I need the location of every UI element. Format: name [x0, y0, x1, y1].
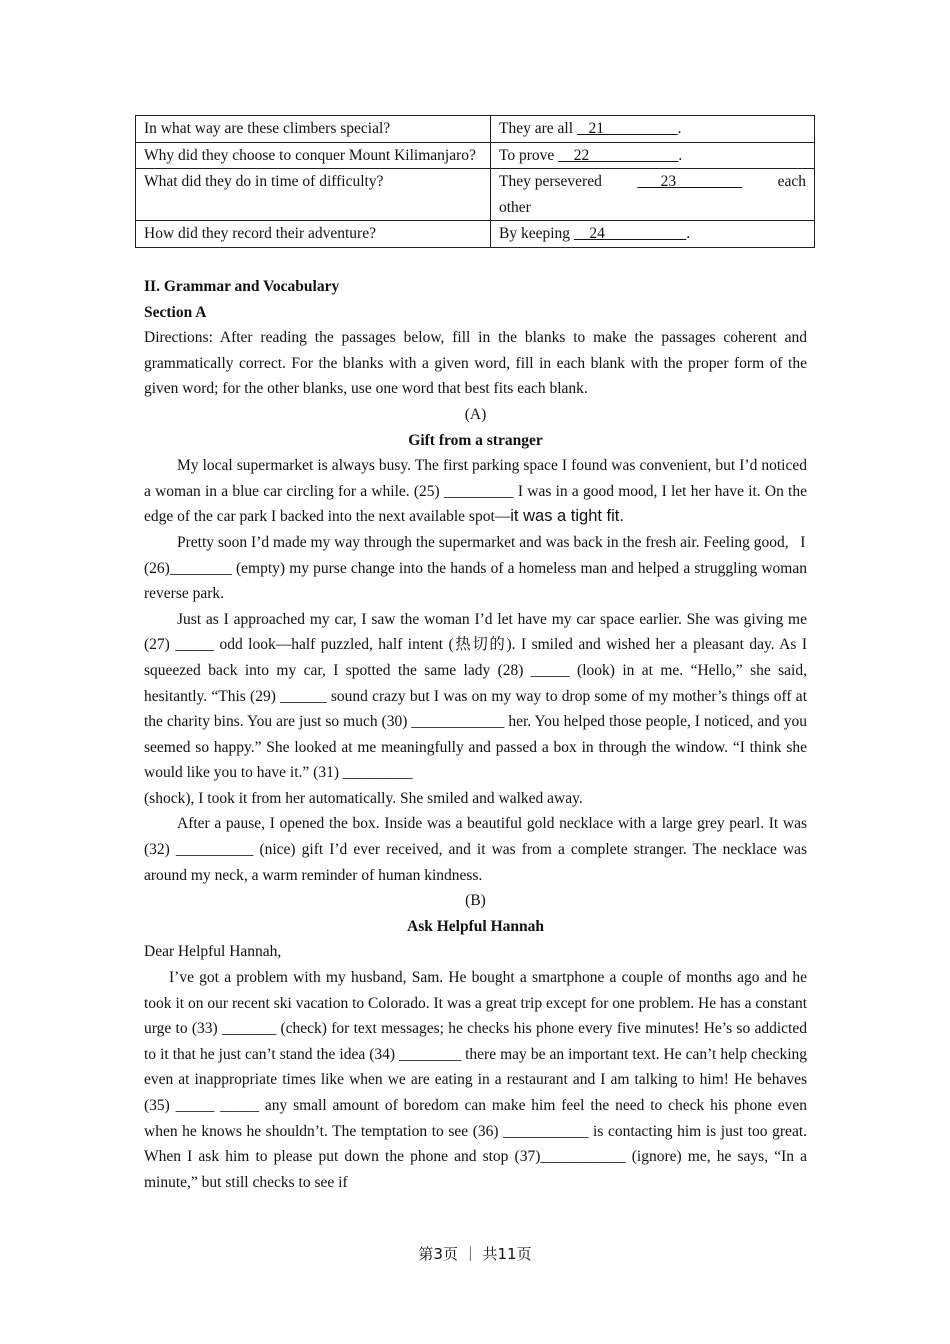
table-row	[136, 142, 815, 169]
passage-a-title: Gift from a stranger	[408, 431, 543, 449]
passage-a-label: (A)	[464, 405, 487, 423]
page-footer: 第3页 ｜ 共11页	[418, 1245, 532, 1263]
table-row	[136, 169, 815, 221]
answer-blank-21[interactable]: 21	[576, 120, 678, 137]
part-title: II. Grammar and Vocabulary	[144, 278, 340, 295]
table-row	[136, 221, 815, 248]
passage-a-paragraph: Just as I approached my car, I saw the woman I’d let have my car space earlier. She was giving me (27) _____ odd look—half puzzled, half intent (热切的). I smiled and wished her a pleasant day. As I squeezed back into my car, I spotted the same lady (28) _____ (look) in at me. “Hello,” she said, hesitantly. “This (29) ______ sound crazy but I was on my way to drop some of my mother’s things off at the charity bins. You are just so much (30) ____________ her. You helped those people, I noticed, and you seemed so happy.” She looked at me meaningfully and passed a box in through the window. “I think she would like you to have it.” (31) _________	[144, 610, 807, 782]
question-cell: What did they do in time of difficulty?	[136, 169, 491, 221]
answer-blank-24[interactable]: 24	[573, 225, 687, 242]
passage-a-paragraph: My local supermarket is always busy. The first parking space I found was convenient, but I’d noticed a woman in a blue car circling for a while. (25) _________ I was in a good mood, I let her have it. On the edge of the car park I backed into the next available spot—it was a tight fit.	[144, 457, 807, 526]
answer-cell: To prove 22 .	[491, 142, 815, 169]
directions: Directions: After reading the passages below, fill in the blanks to make the passages coherent and grammatically correct. For the blanks with a given word, fill in each blank with the proper form of the given word; for the other blanks, use one word that best fits each blank.	[144, 329, 807, 398]
answer-blank-22[interactable]: 22	[558, 146, 679, 164]
passage-a-paragraph: Pretty soon I’d made my way through the supermarket and was back in the fresh air. Feeling good, I	[177, 533, 806, 551]
question-cell: Why did they choose to conquer Mount Kilimanjaro?	[136, 142, 491, 169]
answer-cell: They are all 21 .	[491, 116, 815, 143]
letter-greeting: Dear Helpful Hannah,	[144, 943, 282, 961]
passage-a-paragraph: (26)________ (empty) my purse change into the hands of a homeless man and helped a struggling woman reverse park.	[144, 559, 807, 603]
passage-a-paragraph: After a pause, I opened the box. Inside was a beautiful gold necklace with a large grey pearl. It was (32) __________ (nice) gift I’d ever received, and it was from a complete stranger. The necklace was around my neck, a warm reminder of human kindness.	[144, 815, 807, 884]
passage-b-paragraph: I’ve got a problem with my husband, Sam. He bought a smartphone a couple of months ago and he took it on our recent ski vacation to Colorado. It was a great trip except for one problem. He has a constant urge to (33) _______ (check) for text messages; he checks his phone every five minutes! He’s so addicted to it that he just can’t stand the idea (34) ________ there may be an important text. He can’t help checking even at inappropriate times like when we are eating in a restaurant and I am talking to him! He behaves (35) _____ _____ any small amount of boredom can make him feel the need to check his phone even when he knows he shouldn’t. The temptation to see (36) ___________ is contacting him is just too great. When I ask him to please put down the phone and stop (37)___________ (ignore) me, he says, “In a minute,” but still checks to see if	[144, 969, 807, 1191]
question-cell: How did they record their adventure?	[136, 221, 491, 248]
answer-cell: They persevered 23 each other	[491, 169, 815, 221]
passage-b-label: (B)	[465, 892, 486, 910]
main-content	[144, 274, 807, 1195]
section-title: Section A	[144, 303, 207, 321]
answer-blank-23[interactable]: 23	[637, 173, 743, 190]
table-row	[136, 116, 815, 143]
question-cell: In what way are these climbers special?	[136, 116, 491, 143]
reading-table	[135, 115, 815, 248]
answer-cell: By keeping 24 .	[491, 221, 815, 248]
passage-b-title: Ask Helpful Hannah	[407, 917, 544, 935]
passage-a-paragraph: (shock), I took it from her automatically. She smiled and walked away.	[144, 789, 583, 807]
